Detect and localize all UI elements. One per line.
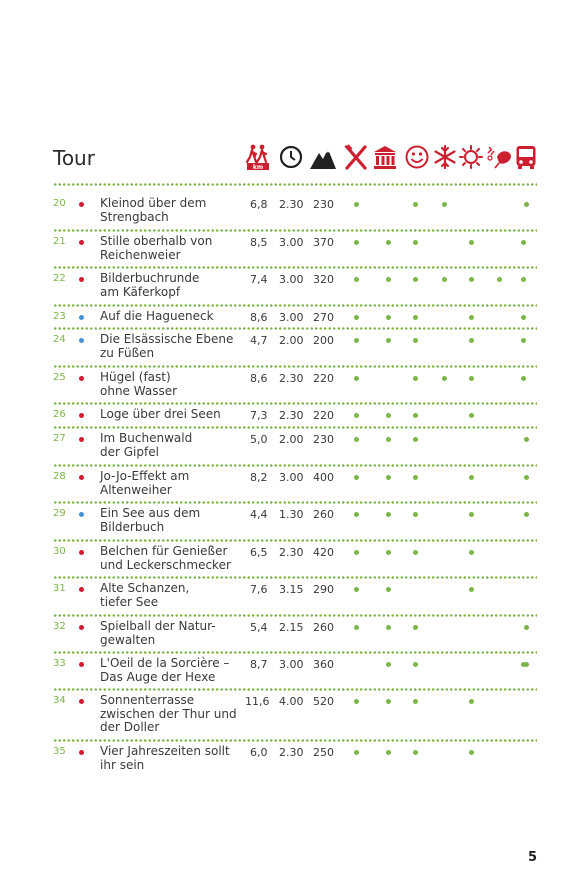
elevation-value: 230 bbox=[313, 198, 334, 211]
tour-name-line: Kleinod über dem bbox=[100, 196, 207, 210]
difficulty-dot bbox=[79, 277, 84, 282]
row-separator bbox=[53, 365, 537, 368]
tour-number: 20 bbox=[53, 198, 66, 209]
tour-name-line: und Leckerschmecker bbox=[100, 557, 231, 572]
tour-name-line: der Doller bbox=[100, 720, 160, 734]
feature-dot bbox=[521, 277, 526, 282]
page-title: Tour bbox=[53, 146, 95, 170]
distance-value: 8,6 bbox=[250, 311, 268, 324]
feature-dot bbox=[354, 512, 359, 517]
distance-value: 5,4 bbox=[250, 621, 268, 634]
feature-dot bbox=[469, 315, 474, 320]
feature-dot bbox=[386, 550, 391, 555]
feature-dot bbox=[413, 413, 418, 418]
tour-number: 29 bbox=[53, 508, 66, 519]
duration-value: 2.15 bbox=[279, 621, 304, 634]
feature-dot bbox=[413, 338, 418, 343]
difficulty-dot bbox=[79, 699, 84, 704]
tour-number: 24 bbox=[53, 334, 66, 345]
tour-name-line: ohne Wasser bbox=[100, 383, 178, 398]
feature-dot bbox=[524, 475, 529, 480]
feature-dot bbox=[413, 202, 418, 207]
difficulty-dot bbox=[79, 315, 84, 320]
distance-value: 8,2 bbox=[250, 471, 268, 484]
difficulty-dot bbox=[79, 240, 84, 245]
tour-name-line: Loge über drei Seen bbox=[100, 407, 221, 421]
elevation-value: 520 bbox=[313, 695, 334, 708]
difficulty-dot bbox=[79, 376, 84, 381]
distance-value: 6,0 bbox=[250, 746, 268, 759]
difficulty-dot bbox=[79, 625, 84, 630]
feature-dot bbox=[386, 315, 391, 320]
feature-dot bbox=[386, 750, 391, 755]
tour-name-line: Vier Jahreszeiten sollt bbox=[100, 744, 230, 758]
tour-name-line: Sonnenterrasse bbox=[100, 693, 195, 707]
duration-value: 2.30 bbox=[279, 372, 304, 385]
elevation-value: 360 bbox=[313, 658, 334, 671]
clock-icon bbox=[279, 143, 303, 171]
difficulty-dot bbox=[79, 475, 84, 480]
row-separator bbox=[53, 739, 537, 742]
tour-name-line: Belchen für Genießer bbox=[100, 544, 228, 558]
duration-value: 2.00 bbox=[279, 334, 304, 347]
difficulty-dot bbox=[79, 662, 84, 667]
elevation-value: 260 bbox=[313, 508, 334, 521]
distance-value: 8,6 bbox=[250, 372, 268, 385]
feature-dot bbox=[413, 625, 418, 630]
tour-number: 31 bbox=[53, 583, 66, 594]
feature-dot bbox=[469, 376, 474, 381]
feature-dot bbox=[386, 475, 391, 480]
tour-number: 34 bbox=[53, 695, 66, 706]
tour-name bbox=[100, 371, 240, 398]
smiley-icon bbox=[404, 143, 430, 171]
feature-dot bbox=[413, 750, 418, 755]
tour-number: 35 bbox=[53, 746, 66, 757]
row-separator bbox=[53, 426, 537, 429]
feature-dot bbox=[413, 662, 418, 667]
row-separator bbox=[53, 402, 537, 405]
duration-value: 4.00 bbox=[279, 695, 304, 708]
feature-dot bbox=[521, 315, 526, 320]
feature-dot bbox=[386, 662, 391, 667]
tour-name-line: Alte Schanzen, bbox=[100, 581, 190, 595]
bus-icon bbox=[515, 143, 537, 171]
tour-name bbox=[100, 470, 240, 497]
distance-value: 4,7 bbox=[250, 334, 268, 347]
tour-name-line: Im Buchenwald bbox=[100, 431, 193, 445]
museum-icon bbox=[372, 143, 398, 171]
row-separator bbox=[53, 304, 537, 307]
tour-name-line: Stille oberhalb von bbox=[100, 234, 213, 248]
feature-dot bbox=[469, 512, 474, 517]
duration-value: 2.00 bbox=[279, 433, 304, 446]
tour-name bbox=[100, 694, 240, 735]
tour-name-line: Spielball der Natur- bbox=[100, 619, 216, 633]
feature-dot bbox=[469, 277, 474, 282]
tour-number: 30 bbox=[53, 546, 66, 557]
tour-name bbox=[100, 745, 240, 772]
tour-name-line: gewalten bbox=[100, 632, 156, 647]
mountain-icon bbox=[309, 143, 337, 171]
feature-dot bbox=[469, 587, 474, 592]
blossom-leaf-icon bbox=[485, 143, 513, 171]
distance-value: 6,5 bbox=[250, 546, 268, 559]
duration-value: 2.30 bbox=[279, 546, 304, 559]
row-separator bbox=[53, 327, 537, 330]
difficulty-dot bbox=[79, 587, 84, 592]
elevation-value: 220 bbox=[313, 372, 334, 385]
elevation-value: 260 bbox=[313, 621, 334, 634]
feature-dot bbox=[386, 587, 391, 592]
difficulty-dot bbox=[79, 202, 84, 207]
distance-value: 7,3 bbox=[250, 409, 268, 422]
feature-dot bbox=[469, 475, 474, 480]
tour-name bbox=[100, 545, 240, 572]
feature-dot bbox=[442, 202, 447, 207]
feature-dot bbox=[354, 202, 359, 207]
feature-dot bbox=[497, 277, 502, 282]
tour-name-line: L'Oeil de la Sorcière – bbox=[100, 656, 230, 670]
feature-dot bbox=[354, 338, 359, 343]
tour-number: 28 bbox=[53, 471, 66, 482]
row-separator bbox=[53, 688, 537, 691]
feature-dot bbox=[354, 587, 359, 592]
feature-dot bbox=[354, 750, 359, 755]
tour-name-line: Strengbach bbox=[100, 209, 169, 224]
feature-dot bbox=[469, 338, 474, 343]
snowflake-icon bbox=[432, 143, 458, 171]
page-number: 5 bbox=[528, 850, 538, 865]
distance-value: 6,8 bbox=[250, 198, 268, 211]
tour-name-line: der Gipfel bbox=[100, 444, 159, 459]
feature-dot bbox=[521, 662, 526, 667]
feature-dot bbox=[386, 240, 391, 245]
sun-icon bbox=[458, 143, 484, 171]
tour-name-line: Bilderbuchrunde bbox=[100, 271, 200, 285]
feature-dot bbox=[524, 437, 529, 442]
feature-dot bbox=[354, 277, 359, 282]
tour-number: 25 bbox=[53, 372, 66, 383]
difficulty-dot bbox=[79, 750, 84, 755]
feature-dot bbox=[354, 625, 359, 630]
feature-dot bbox=[469, 750, 474, 755]
tour-name-line: ihr sein bbox=[100, 757, 145, 772]
distance-value: 8,7 bbox=[250, 658, 268, 671]
feature-dot bbox=[413, 315, 418, 320]
feature-dot bbox=[413, 550, 418, 555]
feature-dot bbox=[413, 376, 418, 381]
feature-dot bbox=[386, 338, 391, 343]
row-separator bbox=[53, 266, 537, 269]
row-separator bbox=[53, 501, 537, 504]
tour-name bbox=[100, 432, 240, 459]
tour-name bbox=[100, 272, 240, 299]
feature-dot bbox=[386, 437, 391, 442]
feature-dot bbox=[469, 240, 474, 245]
tour-name-line: Altenweiher bbox=[100, 482, 172, 497]
tour-number: 32 bbox=[53, 621, 66, 632]
tour-name-line: Ein See aus dem bbox=[100, 506, 201, 520]
elevation-value: 420 bbox=[313, 546, 334, 559]
feature-dot bbox=[386, 277, 391, 282]
elevation-value: 320 bbox=[313, 273, 334, 286]
elevation-value: 290 bbox=[313, 583, 334, 596]
feature-dot bbox=[521, 376, 526, 381]
tour-name-line: Die Elsässische Ebene bbox=[100, 332, 234, 346]
feature-dot bbox=[524, 512, 529, 517]
feature-dot bbox=[354, 376, 359, 381]
feature-dot bbox=[354, 315, 359, 320]
distance-value: 7,4 bbox=[250, 273, 268, 286]
feature-dot bbox=[469, 550, 474, 555]
legend-icons bbox=[0, 143, 581, 175]
tour-name-line: Das Auge der Hexe bbox=[100, 669, 216, 684]
elevation-value: 400 bbox=[313, 471, 334, 484]
feature-dot bbox=[469, 699, 474, 704]
tour-name-line: Reichenweier bbox=[100, 247, 181, 262]
row-separator bbox=[53, 464, 537, 467]
distance-value: 8,5 bbox=[250, 236, 268, 249]
distance-value: 4,4 bbox=[250, 508, 268, 521]
tour-number: 33 bbox=[53, 658, 66, 669]
tour-number: 23 bbox=[53, 311, 66, 322]
tour-name-line: zwischen der Thur und bbox=[100, 706, 237, 721]
duration-value: 3.15 bbox=[279, 583, 304, 596]
distance-value: 5,0 bbox=[250, 433, 268, 446]
row-separator bbox=[53, 651, 537, 654]
row-separator bbox=[53, 229, 537, 232]
tour-name bbox=[100, 333, 240, 360]
elevation-value: 270 bbox=[313, 311, 334, 324]
feature-dot bbox=[354, 550, 359, 555]
tour-number: 22 bbox=[53, 273, 66, 284]
feature-dot bbox=[354, 240, 359, 245]
tour-name bbox=[100, 408, 240, 422]
feature-dot bbox=[413, 475, 418, 480]
feature-dot bbox=[413, 512, 418, 517]
feature-dot bbox=[354, 475, 359, 480]
restaurant-icon bbox=[343, 143, 369, 171]
tour-name bbox=[100, 310, 240, 324]
tour-name bbox=[100, 620, 240, 647]
feature-dot bbox=[354, 699, 359, 704]
duration-value: 3.00 bbox=[279, 471, 304, 484]
feature-dot bbox=[413, 277, 418, 282]
tour-name-line: zu Füßen bbox=[100, 345, 155, 360]
tour-name-line: tiefer See bbox=[100, 594, 159, 609]
duration-value: 3.00 bbox=[279, 273, 304, 286]
tour-name bbox=[100, 657, 240, 684]
tour-number: 21 bbox=[53, 236, 66, 247]
duration-value: 2.30 bbox=[279, 746, 304, 759]
feature-dot bbox=[442, 376, 447, 381]
distance-value: 11,6 bbox=[245, 695, 270, 708]
feature-dot bbox=[524, 202, 529, 207]
duration-value: 2.30 bbox=[279, 409, 304, 422]
row-separator bbox=[53, 614, 537, 617]
feature-dot bbox=[413, 437, 418, 442]
feature-dot bbox=[413, 699, 418, 704]
row-separator bbox=[53, 576, 537, 579]
duration-value: 3.00 bbox=[279, 658, 304, 671]
distance-value: 7,6 bbox=[250, 583, 268, 596]
feature-dot bbox=[354, 437, 359, 442]
tour-name bbox=[100, 235, 240, 262]
difficulty-dot bbox=[79, 338, 84, 343]
tour-name-line: Auf die Hagueneck bbox=[100, 309, 214, 323]
duration-value: 2.30 bbox=[279, 198, 304, 211]
tour-name bbox=[100, 582, 240, 609]
feature-dot bbox=[386, 413, 391, 418]
difficulty-dot bbox=[79, 512, 84, 517]
feature-dot bbox=[524, 625, 529, 630]
feature-dot bbox=[521, 240, 526, 245]
elevation-value: 230 bbox=[313, 433, 334, 446]
tour-name bbox=[100, 197, 240, 224]
difficulty-dot bbox=[79, 413, 84, 418]
feature-dot bbox=[386, 625, 391, 630]
tour-name-line: Hügel (fast) bbox=[100, 370, 171, 384]
tour-name-line: Jo-Jo-Effekt am bbox=[100, 469, 190, 483]
difficulty-dot bbox=[79, 550, 84, 555]
feature-dot bbox=[413, 240, 418, 245]
tour-number: 27 bbox=[53, 433, 66, 444]
feature-dot bbox=[442, 277, 447, 282]
difficulty-dot bbox=[79, 437, 84, 442]
feature-dot bbox=[521, 338, 526, 343]
svg-text:km: km bbox=[252, 164, 264, 171]
elevation-value: 220 bbox=[313, 409, 334, 422]
feature-dot bbox=[386, 512, 391, 517]
duration-value: 1.30 bbox=[279, 508, 304, 521]
tour-name bbox=[100, 507, 240, 534]
row-separator bbox=[53, 539, 537, 542]
tour-name-line: am Käferkopf bbox=[100, 284, 181, 299]
hiker-km-icon bbox=[244, 143, 272, 171]
row-separator bbox=[53, 183, 537, 186]
feature-dot bbox=[386, 699, 391, 704]
elevation-value: 370 bbox=[313, 236, 334, 249]
tour-name-line: Bilderbuch bbox=[100, 519, 165, 534]
feature-dot bbox=[354, 413, 359, 418]
elevation-value: 200 bbox=[313, 334, 334, 347]
duration-value: 3.00 bbox=[279, 311, 304, 324]
duration-value: 3.00 bbox=[279, 236, 304, 249]
elevation-value: 250 bbox=[313, 746, 334, 759]
feature-dot bbox=[469, 413, 474, 418]
tour-number: 26 bbox=[53, 409, 66, 420]
